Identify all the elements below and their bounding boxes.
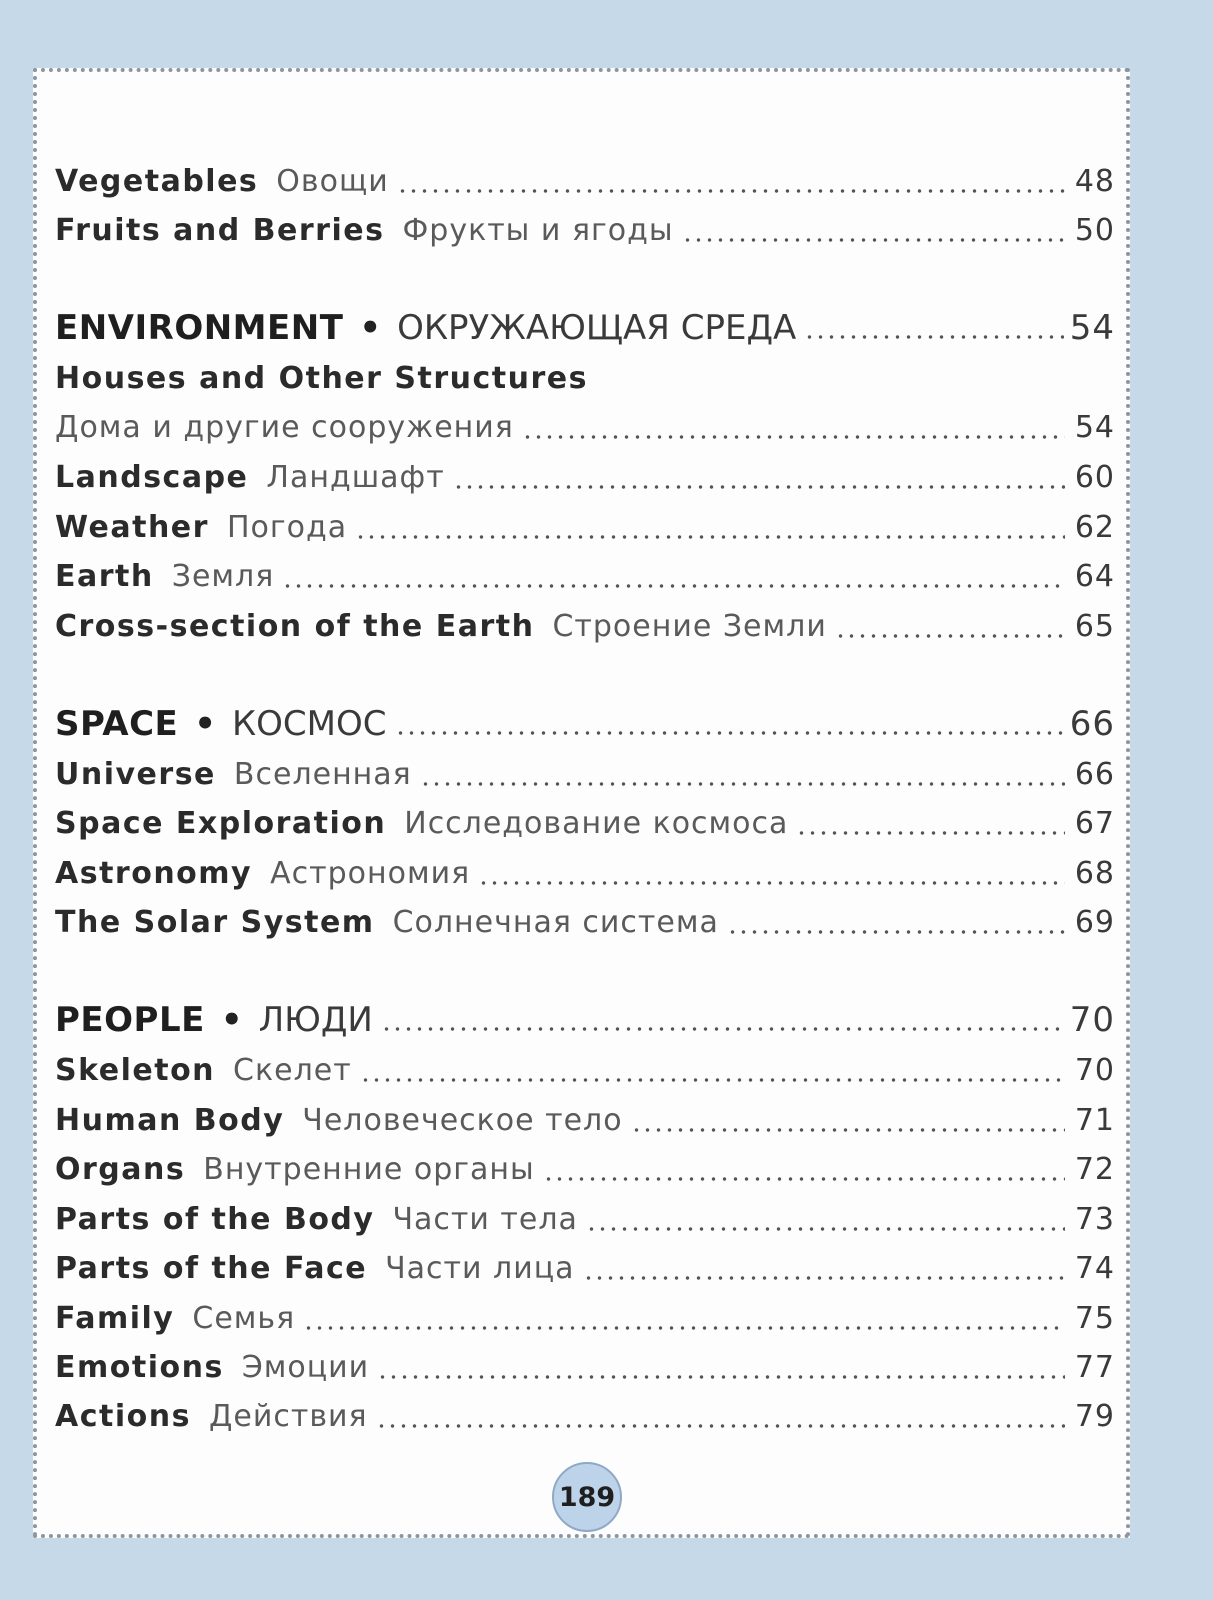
entry-page: 68 <box>1074 856 1115 891</box>
entry-page: 73 <box>1074 1202 1115 1237</box>
toc-row-emotions[interactable] <box>55 1348 1115 1388</box>
entry-ru: Овощи <box>276 164 389 199</box>
entry-ru: Человеческое тело <box>302 1103 623 1138</box>
entry-page: 74 <box>1074 1251 1115 1286</box>
entry-ru: Скелет <box>233 1053 352 1088</box>
entry-page: 79 <box>1074 1399 1115 1434</box>
entry-ru: Дома и другие сооружения <box>55 410 514 445</box>
page-number: 189 <box>558 1481 616 1513</box>
entry-page: 54 <box>1069 308 1115 348</box>
entry-ru: Исследование космоса <box>404 806 789 841</box>
entry-ru: Действия <box>208 1399 368 1434</box>
leader-dots <box>303 1326 1065 1330</box>
bullet-icon: • <box>194 704 217 744</box>
section-en: ENVIRONMENT <box>55 308 344 348</box>
entry-en: Organs <box>55 1152 186 1187</box>
entry-page: 66 <box>1074 757 1115 792</box>
entry-en: Vegetables <box>55 164 259 199</box>
leader-dots <box>453 485 1065 489</box>
toc-row-parts-body[interactable] <box>55 1200 1115 1240</box>
bullet-icon: • <box>220 1000 243 1040</box>
entry-en: Actions <box>55 1399 191 1434</box>
entry-page: 48 <box>1074 164 1115 199</box>
entry-en: Astronomy <box>55 856 253 891</box>
entry-ru: Эмоции <box>241 1350 370 1385</box>
entry-ru: Семья <box>192 1301 296 1336</box>
entry-page: 65 <box>1074 609 1115 644</box>
entry-ru: Части тела <box>392 1202 578 1237</box>
leader-dots <box>796 831 1065 835</box>
entry-en: Emotions <box>55 1350 224 1385</box>
entry-en: Human Body <box>55 1103 285 1138</box>
toc-row-skeleton[interactable] <box>55 1051 1115 1091</box>
entry-ru: Строение Земли <box>552 609 827 644</box>
leader-dots <box>360 1078 1065 1082</box>
section-ru: КОСМОС <box>232 704 387 744</box>
entry-ru: Погода <box>226 510 348 545</box>
toc-row-universe[interactable] <box>55 755 1115 795</box>
toc-row-houses-heading[interactable] <box>55 359 1115 399</box>
leader-dots <box>377 1375 1065 1379</box>
entry-en: Universe <box>55 757 216 792</box>
leader-dots <box>682 238 1065 242</box>
entry-en: Family <box>55 1301 175 1336</box>
leader-dots <box>282 584 1065 588</box>
entry-ru: Фрукты и ягоды <box>402 213 674 248</box>
toc-row-cross-section[interactable] <box>55 607 1115 647</box>
entry-en: Weather <box>55 510 209 545</box>
entry-page: 54 <box>1074 410 1115 445</box>
entry-page: 50 <box>1074 213 1115 248</box>
toc-row-landscape[interactable] <box>55 458 1115 498</box>
entry-page: 64 <box>1074 559 1115 594</box>
leader-dots <box>478 881 1065 885</box>
leader-dots <box>355 535 1065 539</box>
leader-dots <box>586 1227 1065 1231</box>
entry-ru: Вселенная <box>233 757 412 792</box>
toc-row-earth[interactable] <box>55 557 1115 597</box>
entry-page: 70 <box>1074 1053 1115 1088</box>
toc-row-space-exploration[interactable] <box>55 804 1115 844</box>
section-en: PEOPLE <box>55 1000 205 1040</box>
toc-section-environment[interactable] <box>55 308 1115 348</box>
entry-en: Fruits and Berries <box>55 213 385 248</box>
entry-ru: Ландшафт <box>266 460 445 495</box>
leader-dots <box>631 1128 1065 1132</box>
section-en: SPACE <box>55 704 179 744</box>
entry-ru: Внутренние органы <box>203 1152 535 1187</box>
toc-row-vegetables[interactable] <box>55 162 1115 202</box>
leader-dots <box>804 335 1063 339</box>
entry-ru: Астрономия <box>270 856 471 891</box>
toc-row-solar-system[interactable] <box>55 903 1115 943</box>
section-ru: ЛЮДИ <box>258 1000 373 1040</box>
entry-page: 70 <box>1069 1000 1115 1040</box>
entry-page: 60 <box>1074 460 1115 495</box>
page-number-badge <box>552 1462 622 1532</box>
entry-en: Houses and Other Structures <box>55 361 588 396</box>
entry-page: 72 <box>1074 1152 1115 1187</box>
entry-ru: Части лица <box>385 1251 575 1286</box>
toc-row-weather[interactable] <box>55 508 1115 548</box>
toc-row-organs[interactable] <box>55 1150 1115 1190</box>
leader-dots <box>376 1424 1065 1428</box>
toc-row-fruits[interactable] <box>55 211 1115 251</box>
toc-row-actions[interactable] <box>55 1397 1115 1437</box>
toc-section-people[interactable] <box>55 1000 1115 1040</box>
entry-page: 69 <box>1074 905 1115 940</box>
entry-en: Parts of the Face <box>55 1251 368 1286</box>
entry-ru: Солнечная система <box>392 905 719 940</box>
entry-en: Landscape <box>55 460 249 495</box>
entry-en: Parts of the Body <box>55 1202 375 1237</box>
entry-en: Cross-section of the Earth <box>55 609 535 644</box>
leader-dots <box>420 782 1065 786</box>
section-ru: ОКРУЖАЮЩАЯ СРЕДА <box>397 308 797 348</box>
leader-dots <box>583 1276 1065 1280</box>
leader-dots <box>835 634 1065 638</box>
entry-page: 77 <box>1074 1350 1115 1385</box>
toc-section-space[interactable] <box>55 704 1115 744</box>
entry-page: 62 <box>1074 510 1115 545</box>
leader-dots <box>381 1027 1064 1031</box>
entry-en: Space Exploration <box>55 806 387 841</box>
entry-page: 66 <box>1069 704 1115 744</box>
leader-dots <box>522 435 1065 439</box>
leader-dots <box>395 731 1064 735</box>
toc-row-houses[interactable] <box>55 408 1115 448</box>
toc-row-human-body[interactable] <box>55 1101 1115 1141</box>
leader-dots <box>543 1177 1065 1181</box>
entry-ru: Земля <box>171 559 275 594</box>
entry-page: 67 <box>1074 806 1115 841</box>
bullet-icon: • <box>359 308 382 348</box>
leader-dots <box>397 189 1065 193</box>
toc-row-parts-face[interactable] <box>55 1249 1115 1289</box>
toc-row-astronomy[interactable] <box>55 854 1115 894</box>
leader-dots <box>727 930 1065 934</box>
entry-en: Earth <box>55 559 154 594</box>
entry-en: Skeleton <box>55 1053 216 1088</box>
toc-row-family[interactable] <box>55 1299 1115 1339</box>
entry-en: The Solar System <box>55 905 375 940</box>
entry-page: 71 <box>1074 1103 1115 1138</box>
entry-page: 75 <box>1074 1301 1115 1336</box>
